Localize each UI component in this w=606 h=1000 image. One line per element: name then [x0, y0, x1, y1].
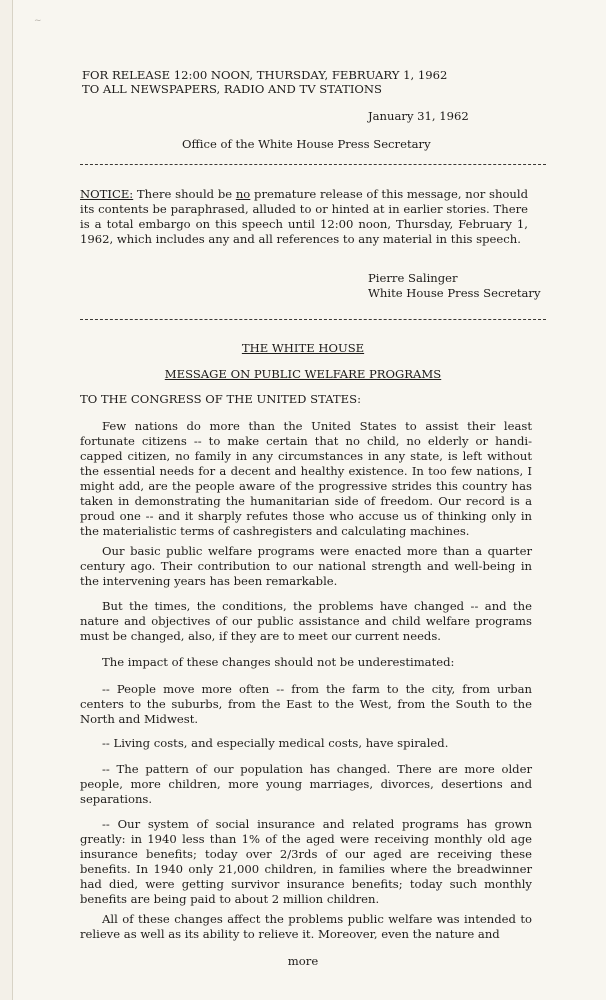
continued-marker: more [287, 954, 319, 968]
notice-label: NOTICE: [80, 187, 134, 201]
salutation: TO THE CONGRESS OF THE UNITED STATES: [80, 392, 361, 406]
paragraph-4: The impact of these changes should not be underestimated: [102, 655, 455, 669]
paragraph-3: But the times, the conditions, the problems have changed -- and the nature and objectives of our public assistance and child welfare programs must be changed, also, if they are to meet our current needs. [80, 599, 532, 643]
notice-emphasis: no [235, 187, 251, 201]
signature-name: Pierre Salinger [368, 271, 458, 285]
paragraph-8: -- Our system of social insurance and related programs has grown greatly: in 1940 less than 1% of the aged were receiving monthly old age insurance benefits; today over 2/3rds of our aged are receiving these benefits. In 1940 only 21,000 children, in families where the breadwinner had died, were getting survivor insurance benefits; today such monthly benefits are being paid to about 2 million children. [80, 817, 532, 906]
message-title: MESSAGE ON PUBLIC WELFARE PROGRAMS [164, 367, 442, 381]
notice-text-rest: premature release of this message, nor should its contents be paraphrased, alluded to or hinted at in earlier stories. There is a total embargo on this speech until 12:00 noon, Thursday, February 1, 1962, which includes any and all references to any material in this speech. [80, 187, 528, 246]
release-line-1: FOR RELEASE 12:00 NOON, THURSDAY, FEBRUARY 1, 1962 [82, 68, 448, 82]
document-date: January 31, 1962 [368, 109, 469, 123]
paragraph-7: -- The pattern of our population has changed. There are more older people, more children, more young marriages, divorces, desertions and separations. [80, 762, 532, 806]
pencil-mark-icon: ~ [34, 16, 42, 26]
embargo-notice [80, 187, 528, 247]
notice-text-start: There should be [133, 187, 236, 201]
paragraph-9: All of these changes affect the problems public welfare was intended to relieve as well as its ability to relieve it. Moreover, even the nature and [80, 912, 532, 941]
separator-bottom [80, 319, 546, 320]
signature-title: White House Press Secretary [368, 286, 541, 300]
issuer-title: THE WHITE HOUSE [241, 341, 365, 355]
paragraph-2: Our basic public welfare programs were enacted more than a quarter century ago. Their contribution to our national strength and well-being in the intervening years has been remarkable. [80, 544, 532, 588]
press-office-line: Office of the White House Press Secretary [182, 137, 431, 151]
paragraph-1: Few nations do more than the United States to assist their least fortunate citizens -- to make certain that no child, no elderly or handi-capped citizen, no family in any circumstances in any state, is left without the essential needs for a decent and healthy existence. In too few nations, I might add, are the people aware of the progressive strides this country has taken in demonstrating the humanitarian side of freedom. Our record is a proud one -- and it sharply refutes those who accuse us of thinking only in the materialistic terms of cashregisters and calculating machines. [80, 419, 532, 538]
paragraph-5: -- People move more often -- from the farm to the city, from urban centers to the suburbs, from the East to the West, from the South to the North and Midwest. [80, 682, 532, 726]
paragraph-6: -- Living costs, and especially medical costs, have spiraled. [102, 736, 449, 750]
release-line-2: TO ALL NEWSPAPERS, RADIO AND TV STATIONS [82, 82, 382, 96]
separator-top [80, 164, 546, 165]
